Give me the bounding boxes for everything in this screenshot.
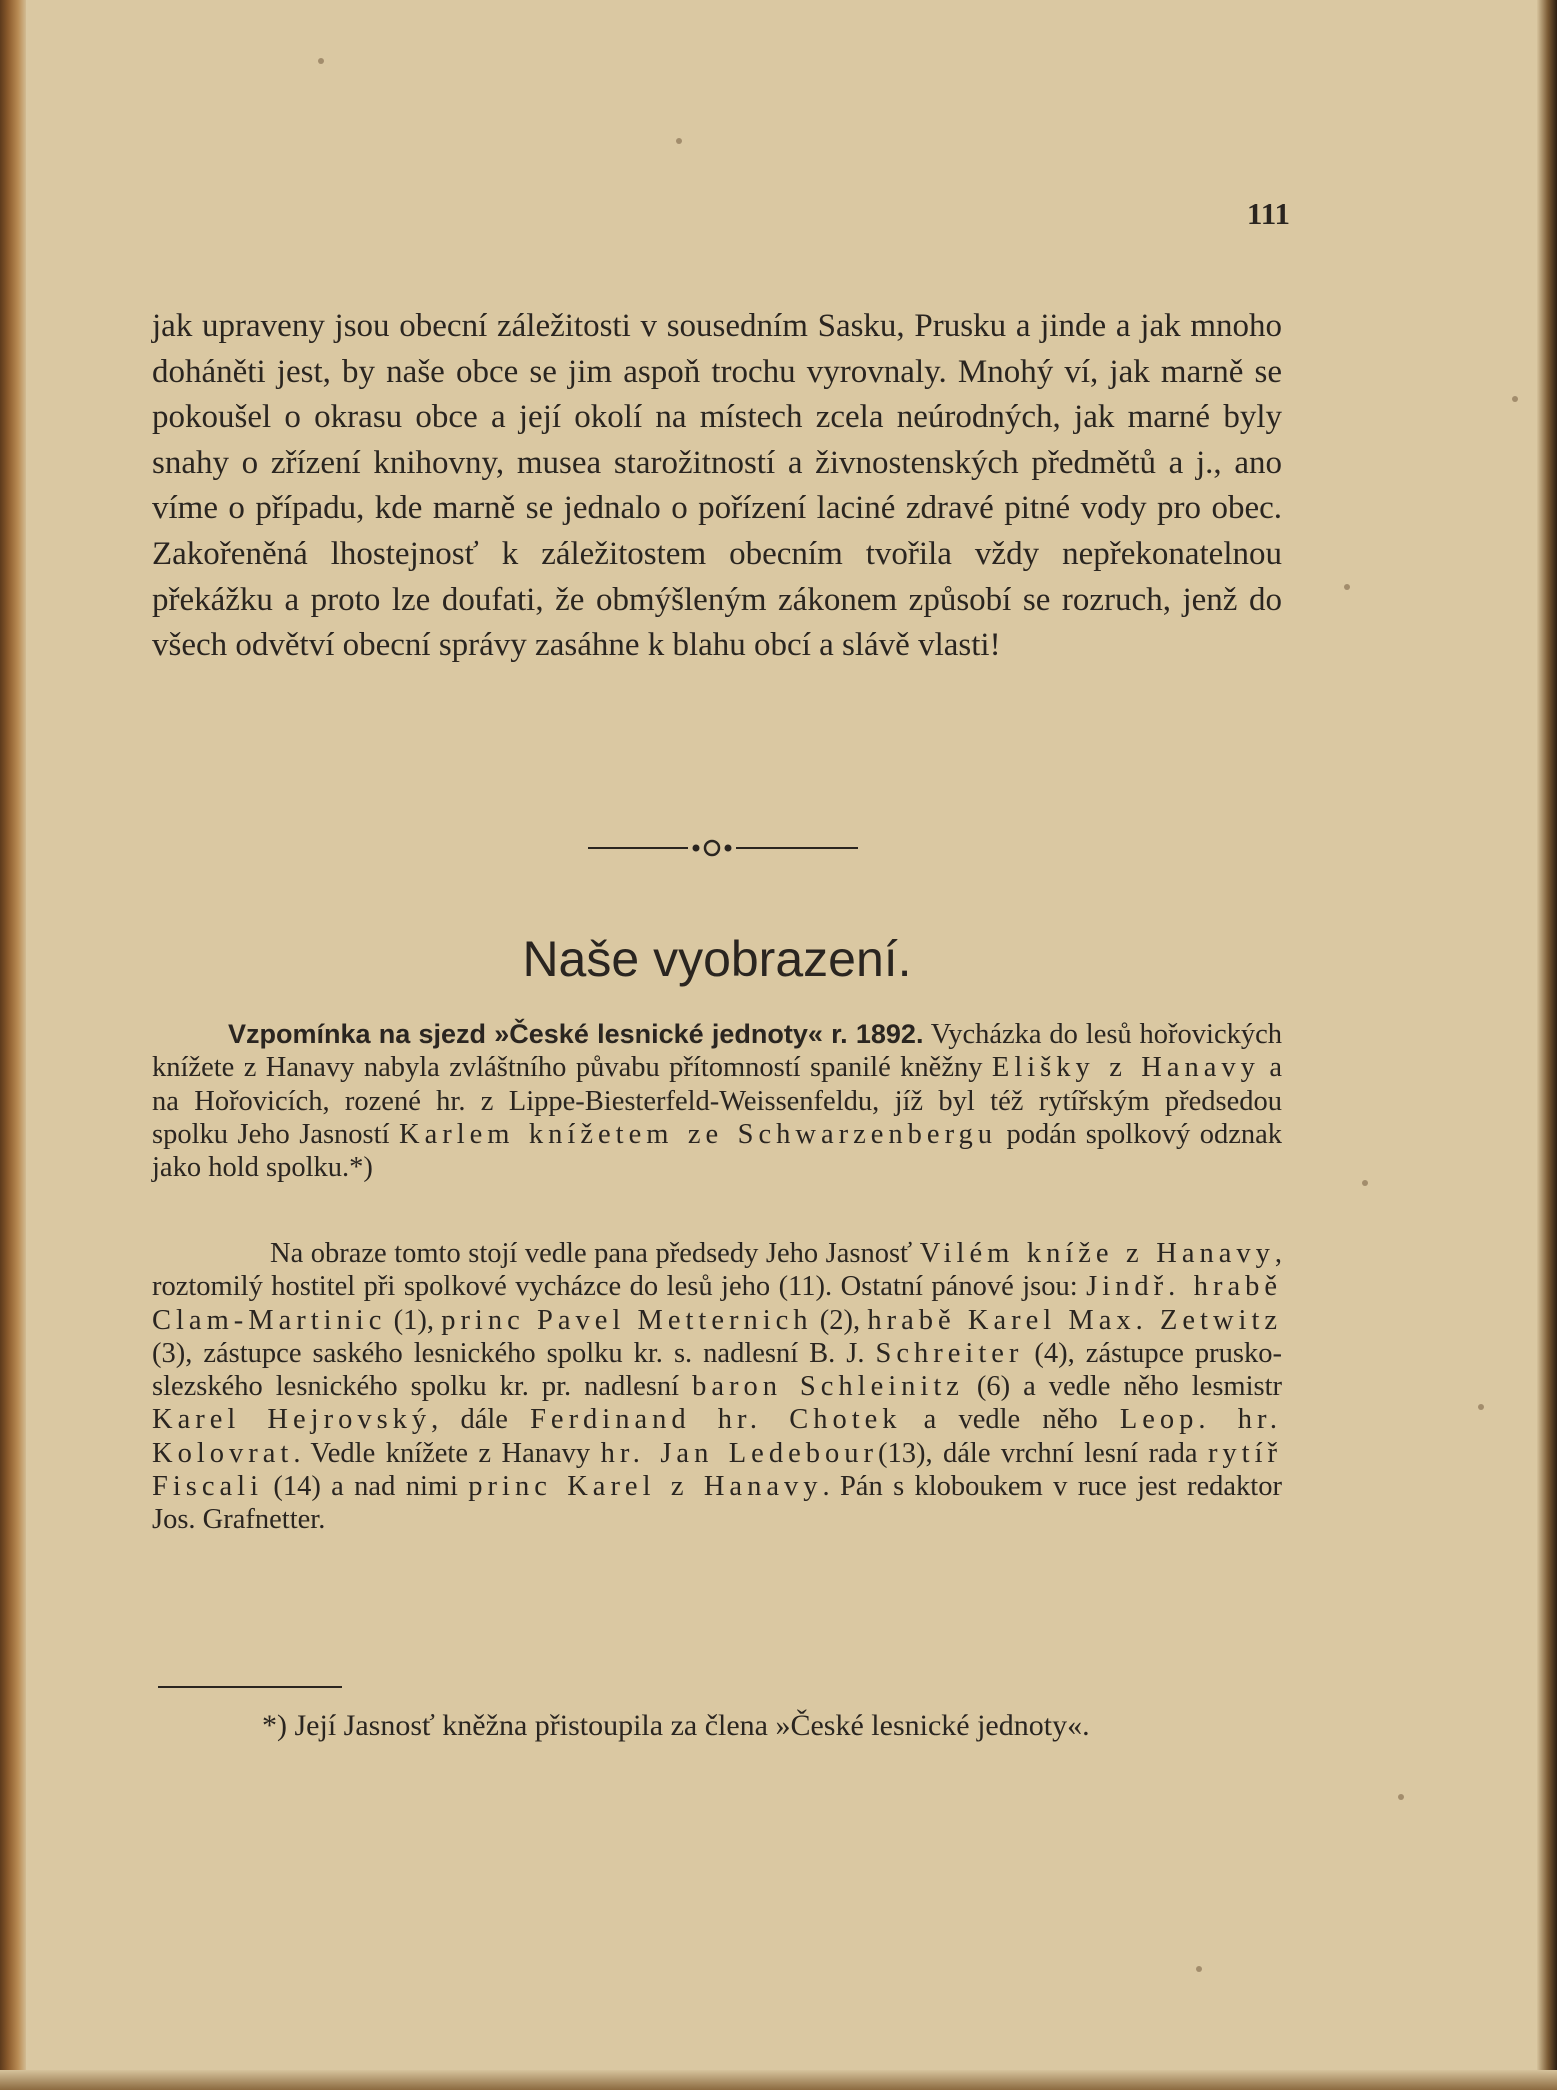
person-name: Jindř. hrabě Clam-Martinic: [152, 1271, 1283, 1336]
text-run: a vedle něho: [901, 1404, 1120, 1436]
section-title: Naše vyobrazení.: [522, 931, 912, 987]
person-name: princ Pavel Metternich: [441, 1304, 813, 1336]
paper-speck: [1196, 1966, 1202, 1972]
page-right-edge: [1537, 0, 1557, 2090]
text-run: , roztomilý hostitel při spolkové vycházce do lesů jeho (11). Ostatní pánové jsou:: [152, 1238, 1282, 1303]
text-run: . Vedle knížete z Hanavy: [293, 1437, 601, 1469]
person-name: hrabě Karel Max. Zetwitz: [867, 1304, 1283, 1336]
section-divider-ornament: [588, 836, 858, 860]
caption-paragraph: [152, 1018, 1282, 1184]
person-name: Vilém kníže z Hanavy: [919, 1238, 1275, 1269]
text-run: (14) a nad nimi: [263, 1471, 469, 1503]
person-name: Ferdinand hr. Chotek: [530, 1404, 902, 1436]
page-number: 111: [1246, 196, 1290, 231]
page-bottom-edge: [0, 2070, 1557, 2090]
paper-speck: [676, 138, 682, 144]
person-name: Karel Hejrovský: [152, 1404, 432, 1436]
paper-speck: [1362, 1180, 1368, 1186]
text-run: (13), dále vrchní lesní rada: [877, 1437, 1208, 1469]
page-binding-edge: [0, 0, 26, 2090]
paper-speck: [1344, 584, 1350, 590]
paper-speck: [1512, 396, 1518, 402]
text-run: , dále: [431, 1404, 531, 1436]
person-name: rytíř Fiscali: [152, 1437, 1283, 1503]
paper-speck: [1478, 1404, 1484, 1410]
person-name: Leop. hr. Kolovrat: [152, 1404, 1282, 1469]
footnote: *) Její Jasnosť kněžna přistoupila za člena »České lesnické jednoty«.: [262, 1709, 1090, 1742]
text-run: (1),: [386, 1304, 442, 1336]
text-run: podán spolkový odznak jako hold spolku.*): [152, 1118, 1282, 1184]
person-name: Elišky z Hanavy: [991, 1052, 1260, 1084]
text-run: . Pán s kloboukem v ruce jest redaktor Jos. Grafnetter.: [152, 1471, 1282, 1536]
paper-speck: [318, 58, 324, 64]
text-run: Na obraze tomto stojí vedle pana předsedy Jeho Jasnosť: [270, 1238, 920, 1269]
text-run: (2),: [812, 1304, 868, 1336]
text-run: (4), zástupce prusko-slezského lesnického spolku kr. pr. nadlesní: [152, 1337, 1282, 1403]
footnote-rule: [158, 1686, 342, 1688]
paper-speck: [1398, 1794, 1404, 1800]
intro-paragraph: jak upraveny jsou obecní záležitosti v sousedním Sasku, Prusku a jinde a jak mnoho doháněti jest, by naše obce se jim aspoň trochu vyrovnaly. Mnohý ví, jak marně se pokoušel o okrasu obce a její okolí na místech zcela neúrodných, jak marné byly snahy o zřízení knihovny, musea starožitností a živnostenských předmětů a j., ano víme o případu, kde marně se jednalo o pořízení laciné zdravé pitné vody pro obec. Zakořeněná lhostejnosť k záležitostem obecním tvořila vždy nepřekonatelnou překážku a proto lze doufati, že obmýšleným zákonem způsobí se rozruch, jenž do všech odvětví obecní správy zasáhne k blahu obcí a slávě vlasti!: [152, 308, 1282, 664]
text-run: Vycházka do lesů hořovických knížete z Hanavy nabyla zvláštního půvabu přítomností spanilé kněžny: [152, 1019, 1282, 1084]
text-run: a na Hořovicích, rozené hr. z Lippe-Biesterfeld-Weissenfeldu, jíž byl též rytířským předsedou spolku Jeho Jasností: [152, 1052, 1282, 1150]
photo-description-paragraph: [152, 1237, 1282, 1537]
person-name: princ Karel z Hanavy: [468, 1471, 823, 1503]
caption-heading: Vzpomínka na sjezd »České lesnické jednoty« r. 1892.: [228, 1019, 924, 1049]
person-name: baron Schleinitz: [692, 1371, 964, 1403]
person-name: Schreiter: [875, 1337, 1024, 1369]
person-name: hr. Jan Ledebour: [600, 1437, 878, 1469]
text-run: (3), zástupce saského lesnického spolku kr. s. nadlesní B. J.: [152, 1337, 876, 1369]
person-name: Karlem knížetem ze Schwarzenbergu: [398, 1118, 998, 1150]
text-run: (6) a vedle něho lesmistr: [963, 1371, 1282, 1403]
